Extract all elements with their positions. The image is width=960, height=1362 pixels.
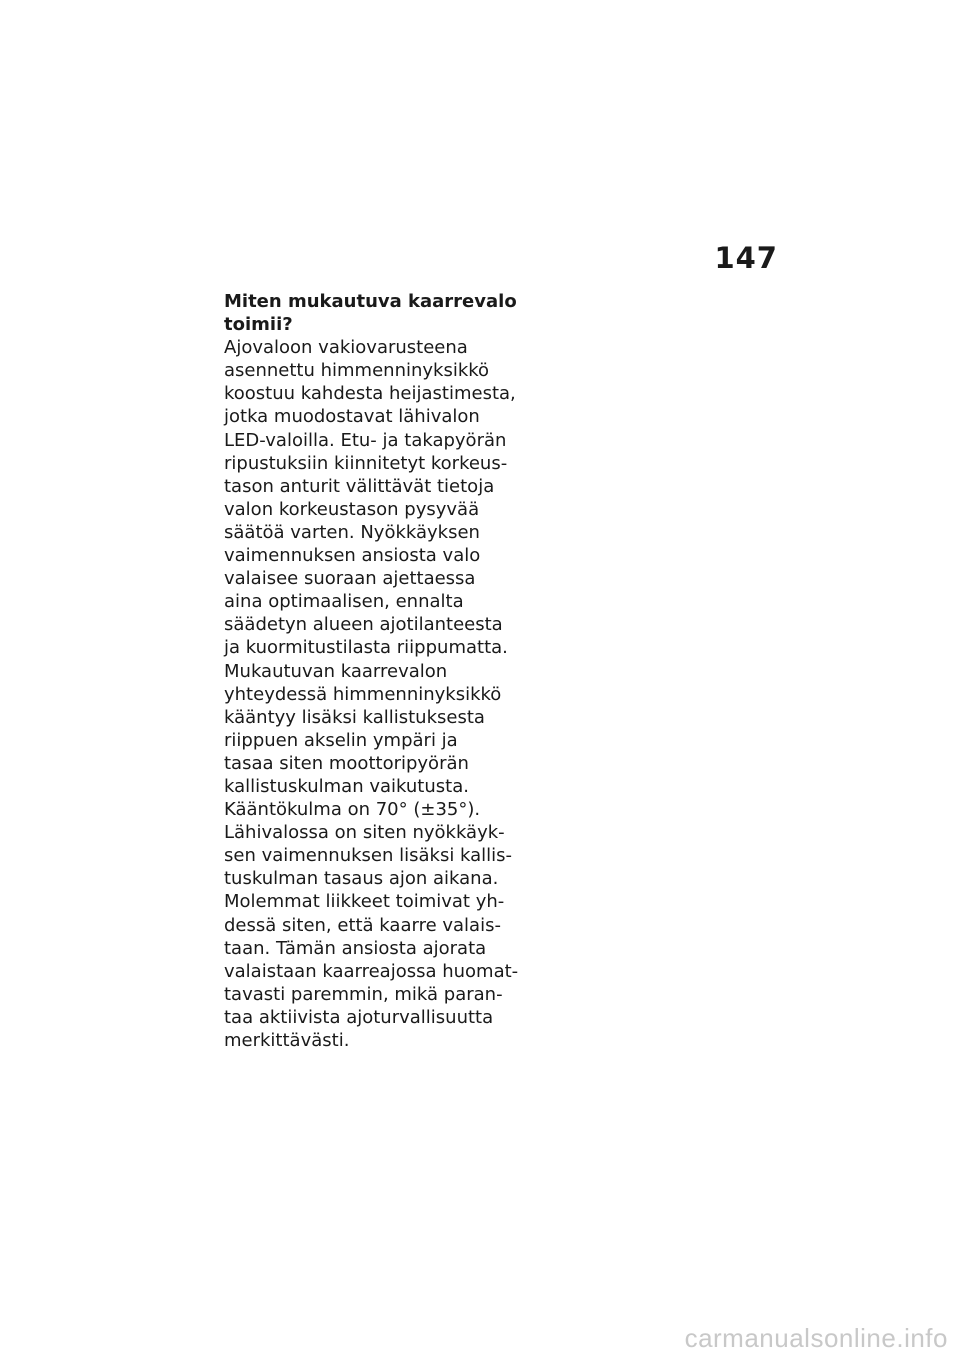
heading-line: toimii? [224, 314, 293, 336]
body-line: kallistuskulman vaikutusta. [224, 775, 469, 797]
watermark-text: carmanualsonline.info [684, 1323, 948, 1353]
body-line: jotka muodostavat lähivalon [224, 406, 480, 428]
body-line: tason anturit välittävät tietoja [224, 475, 495, 497]
body-line: vaimennuksen ansiosta valo [224, 545, 481, 567]
body-line: merkittävästi. [224, 1030, 350, 1051]
body-line: taa aktiivista ajoturvallisuutta [224, 1006, 494, 1028]
body-line: riippuen akselin ympäri ja [224, 729, 458, 751]
body-line: Molemmat liikkeet toimivat yh- [224, 891, 505, 913]
body-line: koostuu kahdesta heijastimesta, [224, 383, 516, 405]
body-line: valaistaan kaarreajossa huomat- [224, 960, 519, 982]
section-heading [224, 290, 517, 336]
body-line: tavasti paremmin, mikä paran- [224, 983, 503, 1005]
body-line: taan. Tämän ansiosta ajorata [224, 937, 487, 959]
body-line: tuskulman tasaus ajon aikana. [224, 868, 499, 890]
body-line: tasaa siten moottoripyörän [224, 752, 469, 774]
body-line: säätöä varten. Nyökkäyksen [224, 521, 480, 543]
body-line: kääntyy lisäksi kallistuksesta [224, 706, 485, 728]
body-line: Ajovaloon vakiovarusteena [224, 337, 468, 359]
body-line: LED-valoilla. Etu- ja takapyörän [224, 429, 507, 451]
page-number: 147 [714, 241, 778, 275]
manual-text-column [224, 290, 519, 1052]
body-line: ja kuormitustilasta riippumatta. [224, 637, 508, 659]
heading-line: Miten mukautuva kaarrevalo [224, 291, 517, 312]
body-line: valaisee suoraan ajettaessa [224, 568, 476, 590]
body-line: sen vaimennuksen lisäksi kallis- [224, 845, 513, 867]
body-line: säädetyn alueen ajotilanteesta [224, 614, 503, 636]
body-line: yhteydessä himmenninyksikkö [224, 683, 502, 705]
body-line: Mukautuvan kaarrevalon [224, 660, 448, 682]
body-paragraph [224, 336, 519, 1052]
body-line: Kääntökulma on 70° (±35°). [224, 799, 481, 821]
body-line: Lähivalossa on siten nyökkäyk- [224, 822, 505, 844]
body-line: ripustuksiin kiinnitetyt korkeus- [224, 452, 508, 474]
body-line: aina optimaalisen, ennalta [224, 591, 464, 613]
body-line: valon korkeustason pysyvää [224, 498, 480, 520]
body-line: asennettu himmenninyksikkö [224, 360, 490, 382]
body-line: dessä siten, että kaarre valais- [224, 914, 501, 936]
